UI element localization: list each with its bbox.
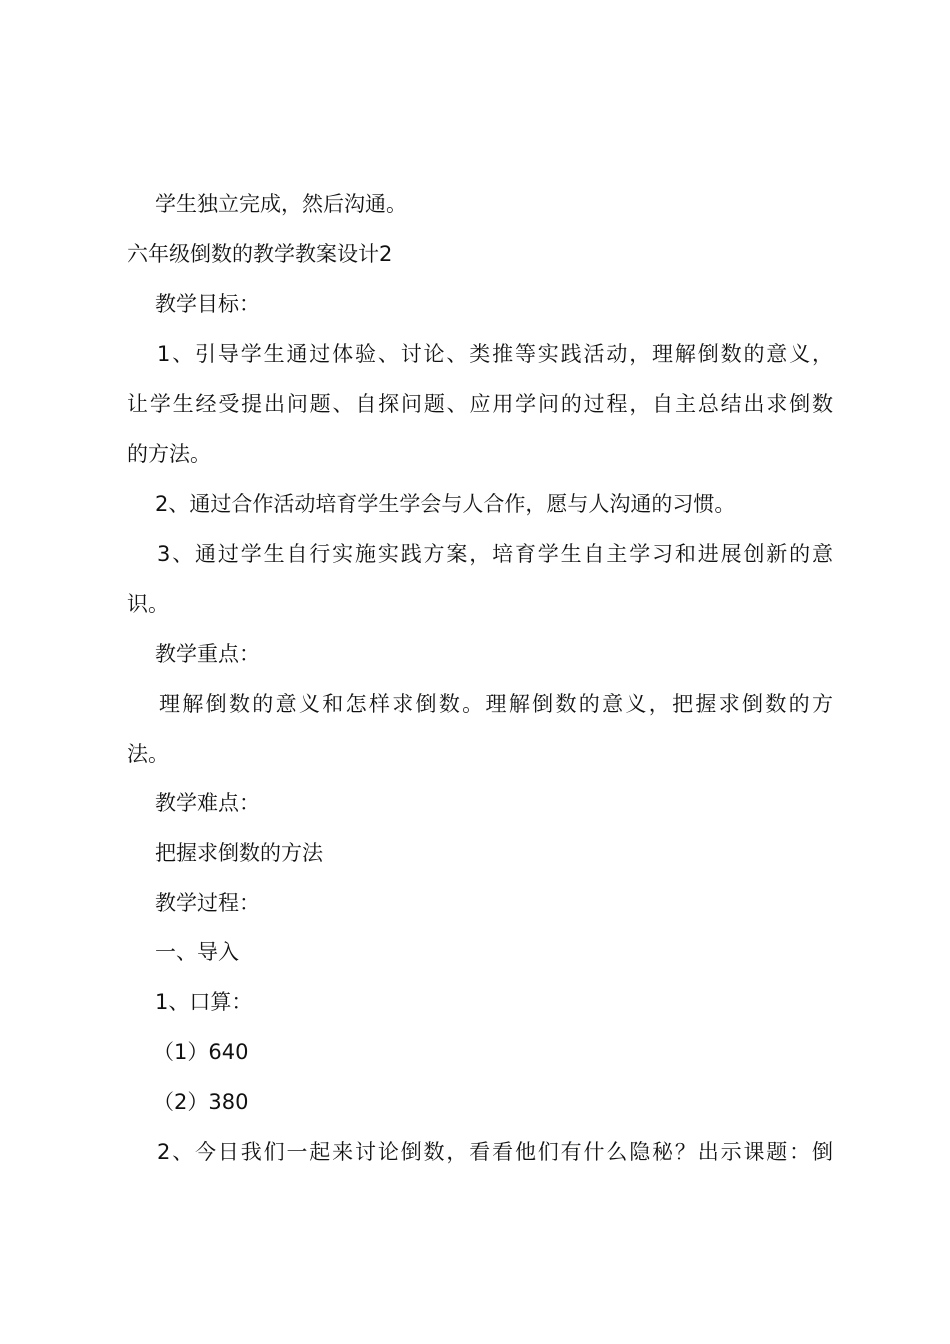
text-line: 3、通过学生自行实施实践方案，培育学生自主学习和进展创新的意 xyxy=(157,542,833,566)
text-line: 1、引导学生通过体验、讨论、类推等实践活动，理解倒数的意义， xyxy=(157,342,833,366)
text-line: 识。 xyxy=(127,592,169,616)
text-line: 让学生经受提出问题、自探问题、应用学问的过程，自主总结出求倒数 xyxy=(127,392,833,416)
text-line: 教学重点： xyxy=(155,642,260,666)
text-line: 学生独立完成，然后沟通。 xyxy=(155,192,407,216)
text-line: 2、今日我们一起来讨论倒数，看看他们有什么隐秘？出示课题：倒 xyxy=(157,1140,833,1164)
text-line: 的方法。 xyxy=(127,442,211,466)
text-line: 1、口算： xyxy=(155,990,253,1014)
text-line: 把握求倒数的方法 xyxy=(155,841,323,865)
text-line: 理解倒数的意义和怎样求倒数。理解倒数的意义，把握求倒数的方 xyxy=(159,692,833,716)
text-line: （1）640 xyxy=(153,1040,249,1064)
section-heading: 六年级倒数的教学教案设计2 xyxy=(127,242,393,266)
text-line: 教学目标： xyxy=(155,292,260,316)
text-line: （2）380 xyxy=(153,1090,249,1114)
text-line: 2、通过合作活动培育学生学会与人合作，愿与人沟通的习惯。 xyxy=(155,492,736,516)
text-line: 法。 xyxy=(127,742,169,766)
text-line: 教学过程： xyxy=(155,891,260,915)
text-line: 教学难点： xyxy=(155,791,260,815)
text-line: 一、导入 xyxy=(155,940,239,964)
